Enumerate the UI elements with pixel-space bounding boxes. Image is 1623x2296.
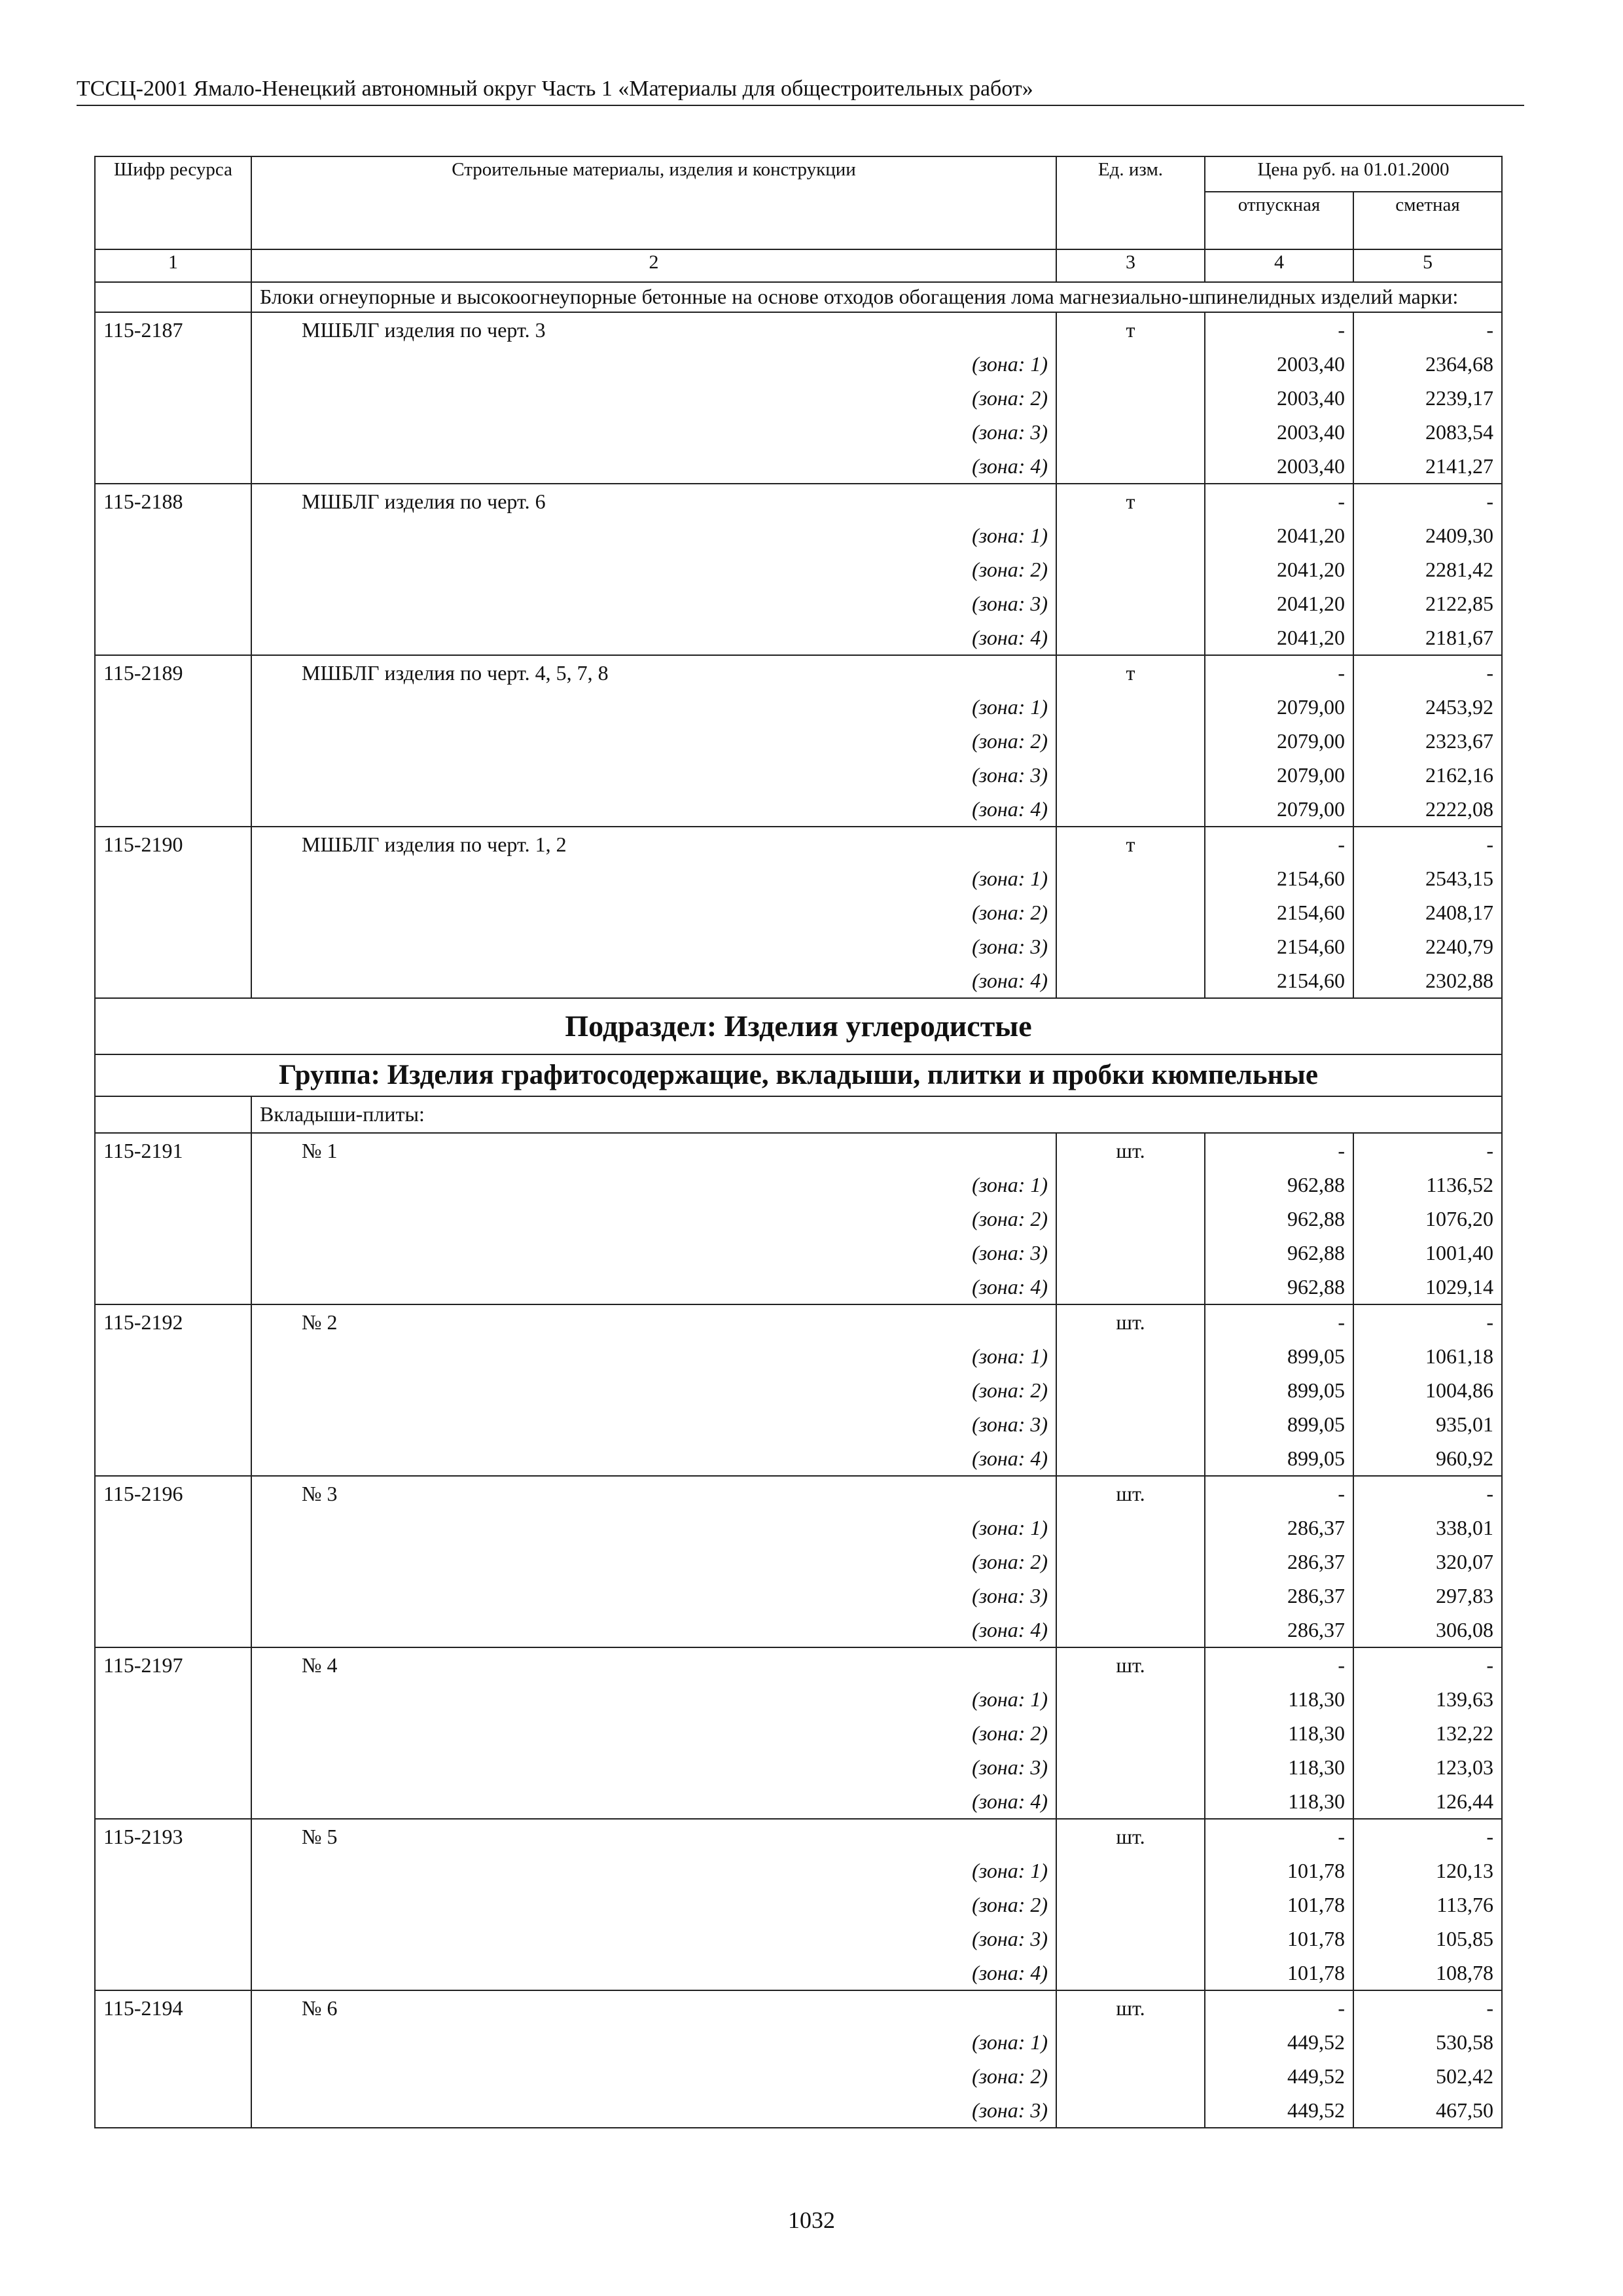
material-name: № 5 xyxy=(302,1825,338,1848)
resource-code-cell xyxy=(95,655,251,827)
zone-estimate-price: 2409,30 xyxy=(1425,524,1493,547)
material-name-cell xyxy=(251,1990,1056,2128)
unit-spacer xyxy=(1065,1854,1196,1888)
zone-label: (зона: 1) xyxy=(972,1344,1048,1368)
unit-value: шт. xyxy=(1116,1653,1145,1677)
release-price: - xyxy=(1338,318,1345,342)
estimate-price-cell xyxy=(1353,1476,1502,1647)
zone-release-price: 118,30 xyxy=(1288,1789,1345,1813)
unit-cell xyxy=(1056,1304,1205,1476)
unit-spacer xyxy=(1065,1956,1196,1990)
estimate-price: - xyxy=(1486,1482,1493,1505)
unit-cell xyxy=(1056,1990,1205,2128)
unit-spacer xyxy=(1065,552,1196,586)
col-number: 5 xyxy=(1353,249,1502,282)
estimate-price-cell xyxy=(1353,827,1502,998)
material-name: № 3 xyxy=(302,1482,338,1505)
col-number: 1 xyxy=(95,249,251,282)
zone-release-price: 2079,00 xyxy=(1277,797,1345,821)
release-price-cell xyxy=(1205,1990,1353,2128)
unit-spacer xyxy=(1065,2093,1196,2127)
col-header-code: Шифр ресурса xyxy=(95,156,251,249)
unit-cell xyxy=(1056,1476,1205,1647)
unit-spacer xyxy=(1065,1168,1196,1202)
zone-estimate-price: 123,03 xyxy=(1436,1755,1493,1779)
zone-label: (зона: 3) xyxy=(972,2098,1048,2122)
zone-release-price: 2041,20 xyxy=(1277,592,1345,615)
table-row xyxy=(95,484,1502,655)
unit-cell xyxy=(1056,827,1205,998)
material-name: МШБЛГ изделия по черт. 4, 5, 7, 8 xyxy=(302,661,609,685)
release-price-cell xyxy=(1205,827,1353,998)
resource-code: 115-2190 xyxy=(103,833,183,856)
zone-release-price: 2079,00 xyxy=(1277,729,1345,753)
material-name-cell xyxy=(251,1647,1056,1819)
unit-spacer xyxy=(1065,724,1196,758)
zone-release-price: 286,37 xyxy=(1287,1618,1345,1641)
release-price-cell xyxy=(1205,1819,1353,1990)
unit-spacer xyxy=(1065,1270,1196,1304)
zone-label: (зона: 2) xyxy=(972,1721,1048,1745)
table-row xyxy=(95,1133,1502,1304)
zone-release-price: 962,88 xyxy=(1287,1241,1345,1265)
zone-estimate-price: 2141,27 xyxy=(1425,454,1493,478)
zone-estimate-price: 960,92 xyxy=(1436,1446,1493,1470)
material-name-cell xyxy=(251,1133,1056,1304)
unit-spacer xyxy=(1065,1407,1196,1441)
resource-code: 115-2188 xyxy=(103,490,183,513)
material-name: № 4 xyxy=(302,1653,338,1677)
group-description: Вкладыши-плиты: xyxy=(251,1096,1502,1133)
material-name: МШБЛГ изделия по черт. 3 xyxy=(302,318,546,342)
release-price-cell xyxy=(1205,312,1353,484)
estimate-price: - xyxy=(1486,661,1493,685)
zone-release-price: 101,78 xyxy=(1287,1961,1345,1984)
zone-label: (зона: 4) xyxy=(972,797,1048,821)
unit-value: т xyxy=(1126,318,1135,342)
zone-label: (зона: 2) xyxy=(972,1207,1048,1230)
release-price-cell xyxy=(1205,1133,1353,1304)
zone-release-price: 899,05 xyxy=(1287,1412,1345,1436)
zone-label: (зона: 2) xyxy=(972,1550,1048,1573)
estimate-price: - xyxy=(1486,1653,1493,1677)
release-price: - xyxy=(1338,1310,1345,1334)
code-cell xyxy=(95,282,251,312)
zone-release-price: 2003,40 xyxy=(1277,386,1345,410)
resource-code-cell xyxy=(95,1476,251,1647)
col-number: 3 xyxy=(1056,249,1205,282)
zone-label: (зона: 1) xyxy=(972,1687,1048,1711)
zone-estimate-price: 2181,67 xyxy=(1425,626,1493,649)
unit-spacer xyxy=(1065,449,1196,483)
zone-estimate-price: 120,13 xyxy=(1436,1859,1493,1882)
zone-estimate-price: 2083,54 xyxy=(1425,420,1493,444)
zone-estimate-price: 502,42 xyxy=(1436,2064,1493,2088)
zone-estimate-price: 126,44 xyxy=(1436,1789,1493,1813)
estimate-price-cell xyxy=(1353,1304,1502,1476)
zone-estimate-price: 1001,40 xyxy=(1425,1241,1493,1265)
material-name-cell xyxy=(251,827,1056,998)
unit-spacer xyxy=(1065,347,1196,381)
zone-estimate-price: 139,63 xyxy=(1436,1687,1493,1711)
zone-release-price: 2154,60 xyxy=(1277,867,1345,890)
release-price-cell xyxy=(1205,1476,1353,1647)
subsection-title: Подраздел: Изделия углеродистые xyxy=(95,998,1502,1054)
estimate-price-cell xyxy=(1353,1647,1502,1819)
unit-spacer xyxy=(1065,1682,1196,1716)
zone-estimate-price: 2281,42 xyxy=(1425,558,1493,581)
unit-spacer xyxy=(1065,1202,1196,1236)
unit-cell xyxy=(1056,484,1205,655)
zone-release-price: 101,78 xyxy=(1287,1859,1345,1882)
resource-code: 115-2196 xyxy=(103,1482,183,1505)
resource-code: 115-2189 xyxy=(103,661,183,685)
group-title: Группа: Изделия графитосодержащие, вкладыши, плитки и пробки кюмпельные xyxy=(95,1054,1502,1096)
unit-spacer xyxy=(1065,792,1196,826)
estimate-price: - xyxy=(1486,1139,1493,1162)
estimate-price-cell xyxy=(1353,484,1502,655)
resource-code: 115-2191 xyxy=(103,1139,183,1162)
zone-release-price: 962,88 xyxy=(1287,1207,1345,1230)
resource-code-cell xyxy=(95,1990,251,2128)
release-price: - xyxy=(1338,1139,1345,1162)
resource-code: 115-2192 xyxy=(103,1310,183,1334)
zone-label: (зона: 2) xyxy=(972,1893,1048,1916)
description-row xyxy=(95,1096,1502,1133)
zone-label: (зона: 4) xyxy=(972,1618,1048,1641)
resource-code-cell xyxy=(95,1819,251,1990)
zone-release-price: 2154,60 xyxy=(1277,901,1345,924)
col-header-name: Строительные материалы, изделия и конструкции xyxy=(251,156,1056,249)
zone-release-price: 101,78 xyxy=(1287,1927,1345,1950)
col-header-estimate: сметная xyxy=(1353,192,1502,249)
unit-spacer xyxy=(1065,1373,1196,1407)
table-row xyxy=(95,1647,1502,1819)
zone-estimate-price: 1004,86 xyxy=(1425,1378,1493,1402)
col-header-price: Цена руб. на 01.01.2000 xyxy=(1205,156,1502,192)
zone-label: (зона: 4) xyxy=(972,969,1048,992)
zone-label: (зона: 1) xyxy=(972,352,1048,376)
estimate-price: - xyxy=(1486,833,1493,856)
zone-label: (зона: 3) xyxy=(972,1241,1048,1265)
release-price-cell xyxy=(1205,655,1353,827)
zone-label: (зона: 3) xyxy=(972,1927,1048,1950)
zone-release-price: 286,37 xyxy=(1287,1550,1345,1573)
unit-spacer xyxy=(1065,518,1196,552)
zone-estimate-price: 320,07 xyxy=(1436,1550,1493,1573)
unit-spacer xyxy=(1065,1613,1196,1647)
zone-release-price: 899,05 xyxy=(1287,1446,1345,1470)
zone-estimate-price: 2239,17 xyxy=(1425,386,1493,410)
zone-label: (зона: 3) xyxy=(972,1412,1048,1436)
unit-spacer xyxy=(1065,1545,1196,1579)
zone-estimate-price: 2122,85 xyxy=(1425,592,1493,615)
page-number: 1032 xyxy=(788,2207,835,2233)
unit-spacer xyxy=(1065,1784,1196,1818)
resource-code: 115-2197 xyxy=(103,1653,183,1677)
estimate-price-cell xyxy=(1353,312,1502,484)
zone-estimate-price: 108,78 xyxy=(1436,1961,1493,1984)
zone-release-price: 286,37 xyxy=(1287,1584,1345,1607)
material-name: № 1 xyxy=(302,1139,338,1162)
unit-value: шт. xyxy=(1116,1482,1145,1505)
zone-label: (зона: 3) xyxy=(972,420,1048,444)
resource-code-cell xyxy=(95,827,251,998)
unit-spacer xyxy=(1065,381,1196,415)
zone-release-price: 2041,20 xyxy=(1277,524,1345,547)
zone-label: (зона: 4) xyxy=(972,1789,1048,1813)
zone-label: (зона: 4) xyxy=(972,1961,1048,1984)
unit-cell xyxy=(1056,1819,1205,1990)
material-name-cell xyxy=(251,484,1056,655)
estimate-price-cell xyxy=(1353,655,1502,827)
resource-code: 115-2194 xyxy=(103,1996,183,2020)
release-price: - xyxy=(1338,1996,1345,2020)
resource-code-cell xyxy=(95,1133,251,1304)
col-header-unit: Ед. изм. xyxy=(1056,156,1205,249)
zone-label: (зона: 2) xyxy=(972,386,1048,410)
zone-estimate-price: 2408,17 xyxy=(1425,901,1493,924)
material-name-cell xyxy=(251,655,1056,827)
zone-release-price: 118,30 xyxy=(1288,1721,1345,1745)
unit-value: т xyxy=(1126,661,1135,685)
material-name: № 6 xyxy=(302,1996,338,2020)
unit-value: шт. xyxy=(1116,1310,1145,1334)
unit-spacer xyxy=(1065,690,1196,724)
zone-release-price: 2154,60 xyxy=(1277,969,1345,992)
zone-label: (зона: 2) xyxy=(972,1378,1048,1402)
material-name: МШБЛГ изделия по черт. 6 xyxy=(302,490,546,513)
estimate-price: - xyxy=(1486,1996,1493,2020)
zone-estimate-price: 2323,67 xyxy=(1425,729,1493,753)
material-name: МШБЛГ изделия по черт. 1, 2 xyxy=(302,833,567,856)
zone-estimate-price: 1029,14 xyxy=(1425,1275,1493,1299)
zone-release-price: 899,05 xyxy=(1287,1378,1345,1402)
release-price: - xyxy=(1338,490,1345,513)
resource-code-cell xyxy=(95,1304,251,1476)
material-name-cell xyxy=(251,1304,1056,1476)
unit-spacer xyxy=(1065,2059,1196,2093)
zone-label: (зона: 1) xyxy=(972,1173,1048,1196)
zone-release-price: 118,30 xyxy=(1288,1687,1345,1711)
material-name: № 2 xyxy=(302,1310,338,1334)
unit-spacer xyxy=(1065,1716,1196,1750)
unit-value: шт. xyxy=(1116,1996,1145,2020)
zone-release-price: 2003,40 xyxy=(1277,454,1345,478)
zone-estimate-price: 2302,88 xyxy=(1425,969,1493,992)
zone-release-price: 2041,20 xyxy=(1277,558,1345,581)
zone-label: (зона: 1) xyxy=(972,1859,1048,1882)
description-row xyxy=(95,282,1502,312)
material-name-cell xyxy=(251,1476,1056,1647)
unit-spacer xyxy=(1065,2025,1196,2059)
estimate-price-cell xyxy=(1353,1133,1502,1304)
table-row xyxy=(95,312,1502,484)
zone-estimate-price: 113,76 xyxy=(1436,1893,1493,1916)
zone-label: (зона: 4) xyxy=(972,454,1048,478)
release-price: - xyxy=(1338,1653,1345,1677)
unit-spacer xyxy=(1065,1511,1196,1545)
zone-release-price: 899,05 xyxy=(1287,1344,1345,1368)
zone-label: (зона: 3) xyxy=(972,763,1048,787)
zone-release-price: 449,52 xyxy=(1287,2030,1345,2054)
zone-release-price: 2079,00 xyxy=(1277,763,1345,787)
zone-label: (зона: 3) xyxy=(972,592,1048,615)
zone-estimate-price: 338,01 xyxy=(1436,1516,1493,1539)
unit-cell xyxy=(1056,1133,1205,1304)
estimate-price-cell xyxy=(1353,1819,1502,1990)
zone-estimate-price: 2453,92 xyxy=(1425,695,1493,719)
zone-release-price: 449,52 xyxy=(1287,2098,1345,2122)
estimate-price: - xyxy=(1486,1310,1493,1334)
unit-spacer xyxy=(1065,1922,1196,1956)
estimate-price: - xyxy=(1486,490,1493,513)
unit-cell xyxy=(1056,1647,1205,1819)
material-name-cell xyxy=(251,1819,1056,1990)
zone-estimate-price: 297,83 xyxy=(1436,1584,1493,1607)
group-description: Блоки огнеупорные и высокоогнеупорные бетонные на основе отходов обогащения лома магнезиально-шпинелидных изделий марки: xyxy=(251,282,1502,312)
table-row xyxy=(95,655,1502,827)
zone-release-price: 2003,40 xyxy=(1277,352,1345,376)
resource-code: 115-2187 xyxy=(103,318,183,342)
resource-code-cell xyxy=(95,484,251,655)
unit-spacer xyxy=(1065,586,1196,620)
zone-label: (зона: 1) xyxy=(972,695,1048,719)
zone-estimate-price: 2543,15 xyxy=(1425,867,1493,890)
zone-estimate-price: 306,08 xyxy=(1436,1618,1493,1641)
zone-label: (зона: 3) xyxy=(972,935,1048,958)
unit-spacer xyxy=(1065,1750,1196,1784)
zone-release-price: 2079,00 xyxy=(1277,695,1345,719)
release-price-cell xyxy=(1205,484,1353,655)
release-price: - xyxy=(1338,1825,1345,1848)
zone-release-price: 962,88 xyxy=(1287,1275,1345,1299)
zone-estimate-price: 1076,20 xyxy=(1425,1207,1493,1230)
release-price: - xyxy=(1338,1482,1345,1505)
zone-label: (зона: 2) xyxy=(972,729,1048,753)
estimate-price-cell xyxy=(1353,1990,1502,2128)
zone-release-price: 449,52 xyxy=(1287,2064,1345,2088)
zone-estimate-price: 1061,18 xyxy=(1425,1344,1493,1368)
unit-spacer xyxy=(1065,1441,1196,1475)
page-header: ТССЦ-2001 Ямало-Ненецкий автономный округ Часть 1 «Материалы для общестроительных работ» xyxy=(77,73,1524,106)
estimate-price: - xyxy=(1486,318,1493,342)
resource-code-cell xyxy=(95,1647,251,1819)
zone-label: (зона: 3) xyxy=(972,1584,1048,1607)
unit-spacer xyxy=(1065,758,1196,792)
zone-estimate-price: 2222,08 xyxy=(1425,797,1493,821)
estimate-price: - xyxy=(1486,1825,1493,1848)
zone-release-price: 2041,20 xyxy=(1277,626,1345,649)
release-price-cell xyxy=(1205,1304,1353,1476)
zone-label: (зона: 3) xyxy=(972,1755,1048,1779)
table-row xyxy=(95,1990,1502,2128)
zone-label: (зона: 1) xyxy=(972,867,1048,890)
unit-spacer xyxy=(1065,929,1196,963)
release-price: - xyxy=(1338,833,1345,856)
col-header-release: отпускная xyxy=(1205,192,1353,249)
zone-estimate-price: 467,50 xyxy=(1436,2098,1493,2122)
unit-spacer xyxy=(1065,895,1196,929)
table-row xyxy=(95,1819,1502,1990)
unit-spacer xyxy=(1065,963,1196,997)
unit-spacer xyxy=(1065,1339,1196,1373)
zone-label: (зона: 1) xyxy=(972,524,1048,547)
zone-estimate-price: 2364,68 xyxy=(1425,352,1493,376)
price-table xyxy=(94,156,1503,2128)
zone-release-price: 2003,40 xyxy=(1277,420,1345,444)
zone-label: (зона: 1) xyxy=(972,1516,1048,1539)
resource-code: 115-2193 xyxy=(103,1825,183,1848)
zone-release-price: 118,30 xyxy=(1288,1755,1345,1779)
zone-estimate-price: 530,58 xyxy=(1436,2030,1493,2054)
unit-cell xyxy=(1056,312,1205,484)
zone-estimate-price: 935,01 xyxy=(1436,1412,1493,1436)
unit-value: т xyxy=(1126,490,1135,513)
zone-label: (зона: 4) xyxy=(972,1446,1048,1470)
code-cell xyxy=(95,1096,251,1133)
zone-label: (зона: 4) xyxy=(972,1275,1048,1299)
col-number: 2 xyxy=(251,249,1056,282)
table-row xyxy=(95,1476,1502,1647)
unit-spacer xyxy=(1065,1236,1196,1270)
zone-release-price: 101,78 xyxy=(1287,1893,1345,1916)
zone-label: (зона: 2) xyxy=(972,2064,1048,2088)
zone-estimate-price: 2162,16 xyxy=(1425,763,1493,787)
zone-label: (зона: 4) xyxy=(972,626,1048,649)
table-row xyxy=(95,1304,1502,1476)
unit-spacer xyxy=(1065,1579,1196,1613)
unit-cell xyxy=(1056,655,1205,827)
unit-value: т xyxy=(1126,833,1135,856)
zone-release-price: 2154,60 xyxy=(1277,935,1345,958)
zone-estimate-price: 1136,52 xyxy=(1426,1173,1493,1196)
col-number: 4 xyxy=(1205,249,1353,282)
unit-spacer xyxy=(1065,1888,1196,1922)
resource-code-cell xyxy=(95,312,251,484)
material-name-cell xyxy=(251,312,1056,484)
unit-value: шт. xyxy=(1116,1139,1145,1162)
unit-spacer xyxy=(1065,620,1196,655)
zone-label: (зона: 2) xyxy=(972,558,1048,581)
zone-label: (зона: 2) xyxy=(972,901,1048,924)
zone-estimate-price: 2240,79 xyxy=(1425,935,1493,958)
zone-release-price: 286,37 xyxy=(1287,1516,1345,1539)
zone-release-price: 962,88 xyxy=(1287,1173,1345,1196)
table-row xyxy=(95,827,1502,998)
unit-spacer xyxy=(1065,415,1196,449)
zone-label: (зона: 1) xyxy=(972,2030,1048,2054)
release-price-cell xyxy=(1205,1647,1353,1819)
unit-spacer xyxy=(1065,861,1196,895)
zone-estimate-price: 132,22 xyxy=(1436,1721,1493,1745)
release-price: - xyxy=(1338,661,1345,685)
unit-value: шт. xyxy=(1116,1825,1145,1848)
zone-estimate-price: 105,85 xyxy=(1436,1927,1493,1950)
